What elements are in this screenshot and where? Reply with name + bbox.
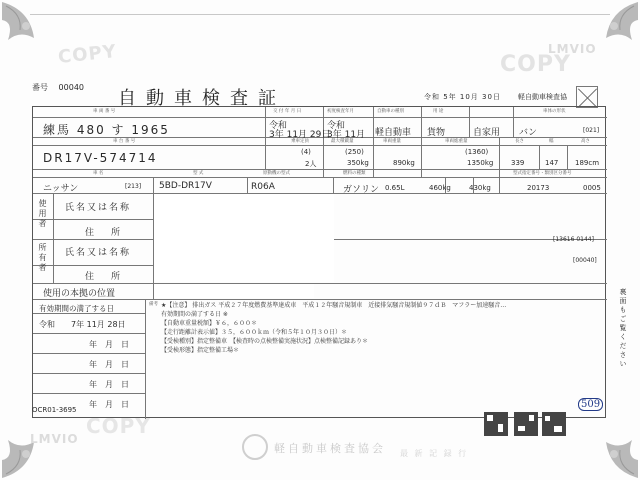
model-label: 型 式 [193, 171, 204, 176]
issue-date: 令和 5年 10月 30日 [424, 93, 501, 101]
plate-number: 練馬 480 す 1965 [43, 123, 170, 137]
redacted-base-location [154, 284, 314, 298]
qr-code [484, 412, 508, 436]
remark-line: 【受検種別】指定整備車 【検査時の点検整備実施状況】点検整備記録あり＊ [161, 338, 369, 345]
blank-date-row: 年 月 日 [89, 340, 129, 349]
maker-code: [213] [125, 183, 142, 190]
class-label: 型式指定番号・類別区分番号 [513, 171, 572, 176]
front-axle-weight: 460kg [429, 184, 451, 192]
gross-weight-2: 1350kg [467, 159, 494, 167]
watermark-brand: LMVIO [548, 42, 597, 56]
rear-axle-weight: 430kg [469, 184, 491, 192]
purpose: 自家用 [473, 128, 501, 138]
gross-weight-1: (1360) [465, 148, 489, 156]
first-reg-date: 3年 11月 [327, 130, 366, 140]
plate-label: 車 両 番 号 [93, 109, 116, 114]
issuer-name: 軽自動車検査協会 [274, 442, 386, 455]
gross-weight-label: 車両総重量 [445, 139, 468, 144]
first-reg-label: 初度検査年月 [327, 109, 354, 114]
owner-group-label: 所有者 [38, 243, 47, 273]
max-load-2: 350kg [347, 159, 369, 167]
class-sub-number: 0005 [583, 184, 601, 192]
faint-footer-text: 最 新 記 録 行 [400, 449, 469, 458]
watermark-copy: COPY [500, 52, 571, 77]
expiry-label: 有効期間の満了する日 [39, 304, 114, 313]
max-load-label: 最大積載量 [331, 139, 354, 144]
cancel-stamp-box [576, 86, 598, 108]
height-label: 高さ [581, 139, 590, 144]
maker-label: 車 名 [93, 171, 104, 176]
expiry-date: 7年 11月 28日 [71, 320, 126, 329]
ornament-corner-top-left [0, 0, 90, 80]
remark-line: 【走行距離計表示値】３５，６００ｋｍ（令和５年１０月３０日）＊ [161, 329, 348, 336]
fuel-label: 燃料の種類 [343, 171, 366, 176]
fuel-type: ガソリン [343, 185, 380, 195]
body-shape: バン [519, 128, 538, 138]
document-title: 自動車検査証 [118, 88, 286, 109]
capacity-2: 2人 [305, 160, 317, 168]
serial-number [32, 82, 92, 93]
expiry-era: 令和 [39, 320, 55, 329]
blank-date-row: 年 月 日 [89, 380, 129, 389]
vehicle-kind: 軽自動車 [375, 128, 412, 138]
owner-code-1: [13616 0144] [553, 236, 594, 243]
vin-label: 車 台 番 号 [113, 139, 136, 144]
capacity-label: 乗車定員 [291, 139, 309, 144]
remark-line: 【自動車重量税額】￥６，６００＊ [161, 320, 258, 327]
height: 189cm [575, 159, 600, 167]
capacity-1: (4) [301, 148, 311, 156]
owner-address-label: 住 所 [85, 272, 125, 282]
qr-code [514, 412, 538, 436]
length: 339 [511, 159, 525, 167]
max-load-1: (250) [345, 148, 364, 156]
model: 5BD-DR17V [159, 181, 212, 191]
certificate-table [32, 106, 606, 418]
engine-model: R06A [251, 182, 275, 192]
document-number: OCR01-3695 [32, 406, 77, 414]
user-name-label: 氏名又は名称 [65, 203, 132, 213]
user-group-label: 使用者 [38, 199, 47, 229]
engine-label: 原動機の型式 [263, 171, 290, 176]
watermark-copy: COPY [86, 414, 151, 438]
redacted-owner-info [154, 194, 334, 282]
base-location-label: 使用の本拠の位置 [43, 289, 116, 299]
side-note: 裏面もご覧ください [619, 288, 627, 369]
maker: ニッサン [43, 184, 79, 194]
displacement: 0.65L [385, 184, 405, 192]
blank-date-row: 年 月 日 [89, 360, 129, 369]
body-shape-label: 車体の形状 [543, 109, 566, 114]
remark-line: ★【注意】 排出ガス 平成２７年度燃費基準達成車 平成１２年騒音規制車 近接排気騒音規制値９７ｄＢ マフラー加速騒音… [161, 302, 507, 309]
vehicle-weight: 890kg [393, 159, 415, 167]
serial-value: 00040 [58, 83, 84, 92]
use-label: 用 途 [433, 109, 444, 114]
blank-date-row: 年 月 日 [89, 400, 129, 409]
remark-line: 【受検形態】指定整備工場＊ [161, 347, 240, 354]
remarks-label: 備考 [149, 302, 158, 307]
vehicle-kind-label: 自動車の種別 [377, 109, 404, 114]
qr-code [542, 412, 566, 436]
first-reg-era: 令和 [327, 121, 346, 131]
reg-era: 令和 [269, 121, 288, 131]
top-border-line [30, 14, 610, 15]
width: 147 [545, 159, 559, 167]
owner-name-label: 氏名又は名称 [65, 248, 132, 258]
width-label: 幅 [549, 139, 554, 144]
handwritten-number: 509 [578, 398, 603, 411]
reg-date-label: 交 付 年 月 日 [273, 109, 302, 114]
owner-code-2: [00040] [573, 257, 597, 264]
issuer-seal [242, 434, 268, 460]
length-label: 長さ [515, 139, 524, 144]
user-address-label: 住 所 [85, 228, 125, 238]
weight-label: 車両重量 [383, 139, 401, 144]
class-number: 20173 [527, 184, 550, 192]
vin: DR17V-574714 [43, 151, 158, 165]
issuer-tag: 軽自動車検査協 [518, 93, 567, 101]
watermark-copy: COPY [57, 40, 118, 69]
serial-label: 番号 [32, 83, 48, 92]
reg-date: 3年 11月 29日 [269, 130, 331, 140]
watermark-brand: LMVIO [30, 432, 79, 446]
remark-line: 有効期間の満了する日 ※ [161, 311, 228, 318]
vehicle-use: 貨物 [427, 128, 446, 138]
body-code: [021] [583, 127, 600, 134]
remarks-text [161, 301, 506, 355]
